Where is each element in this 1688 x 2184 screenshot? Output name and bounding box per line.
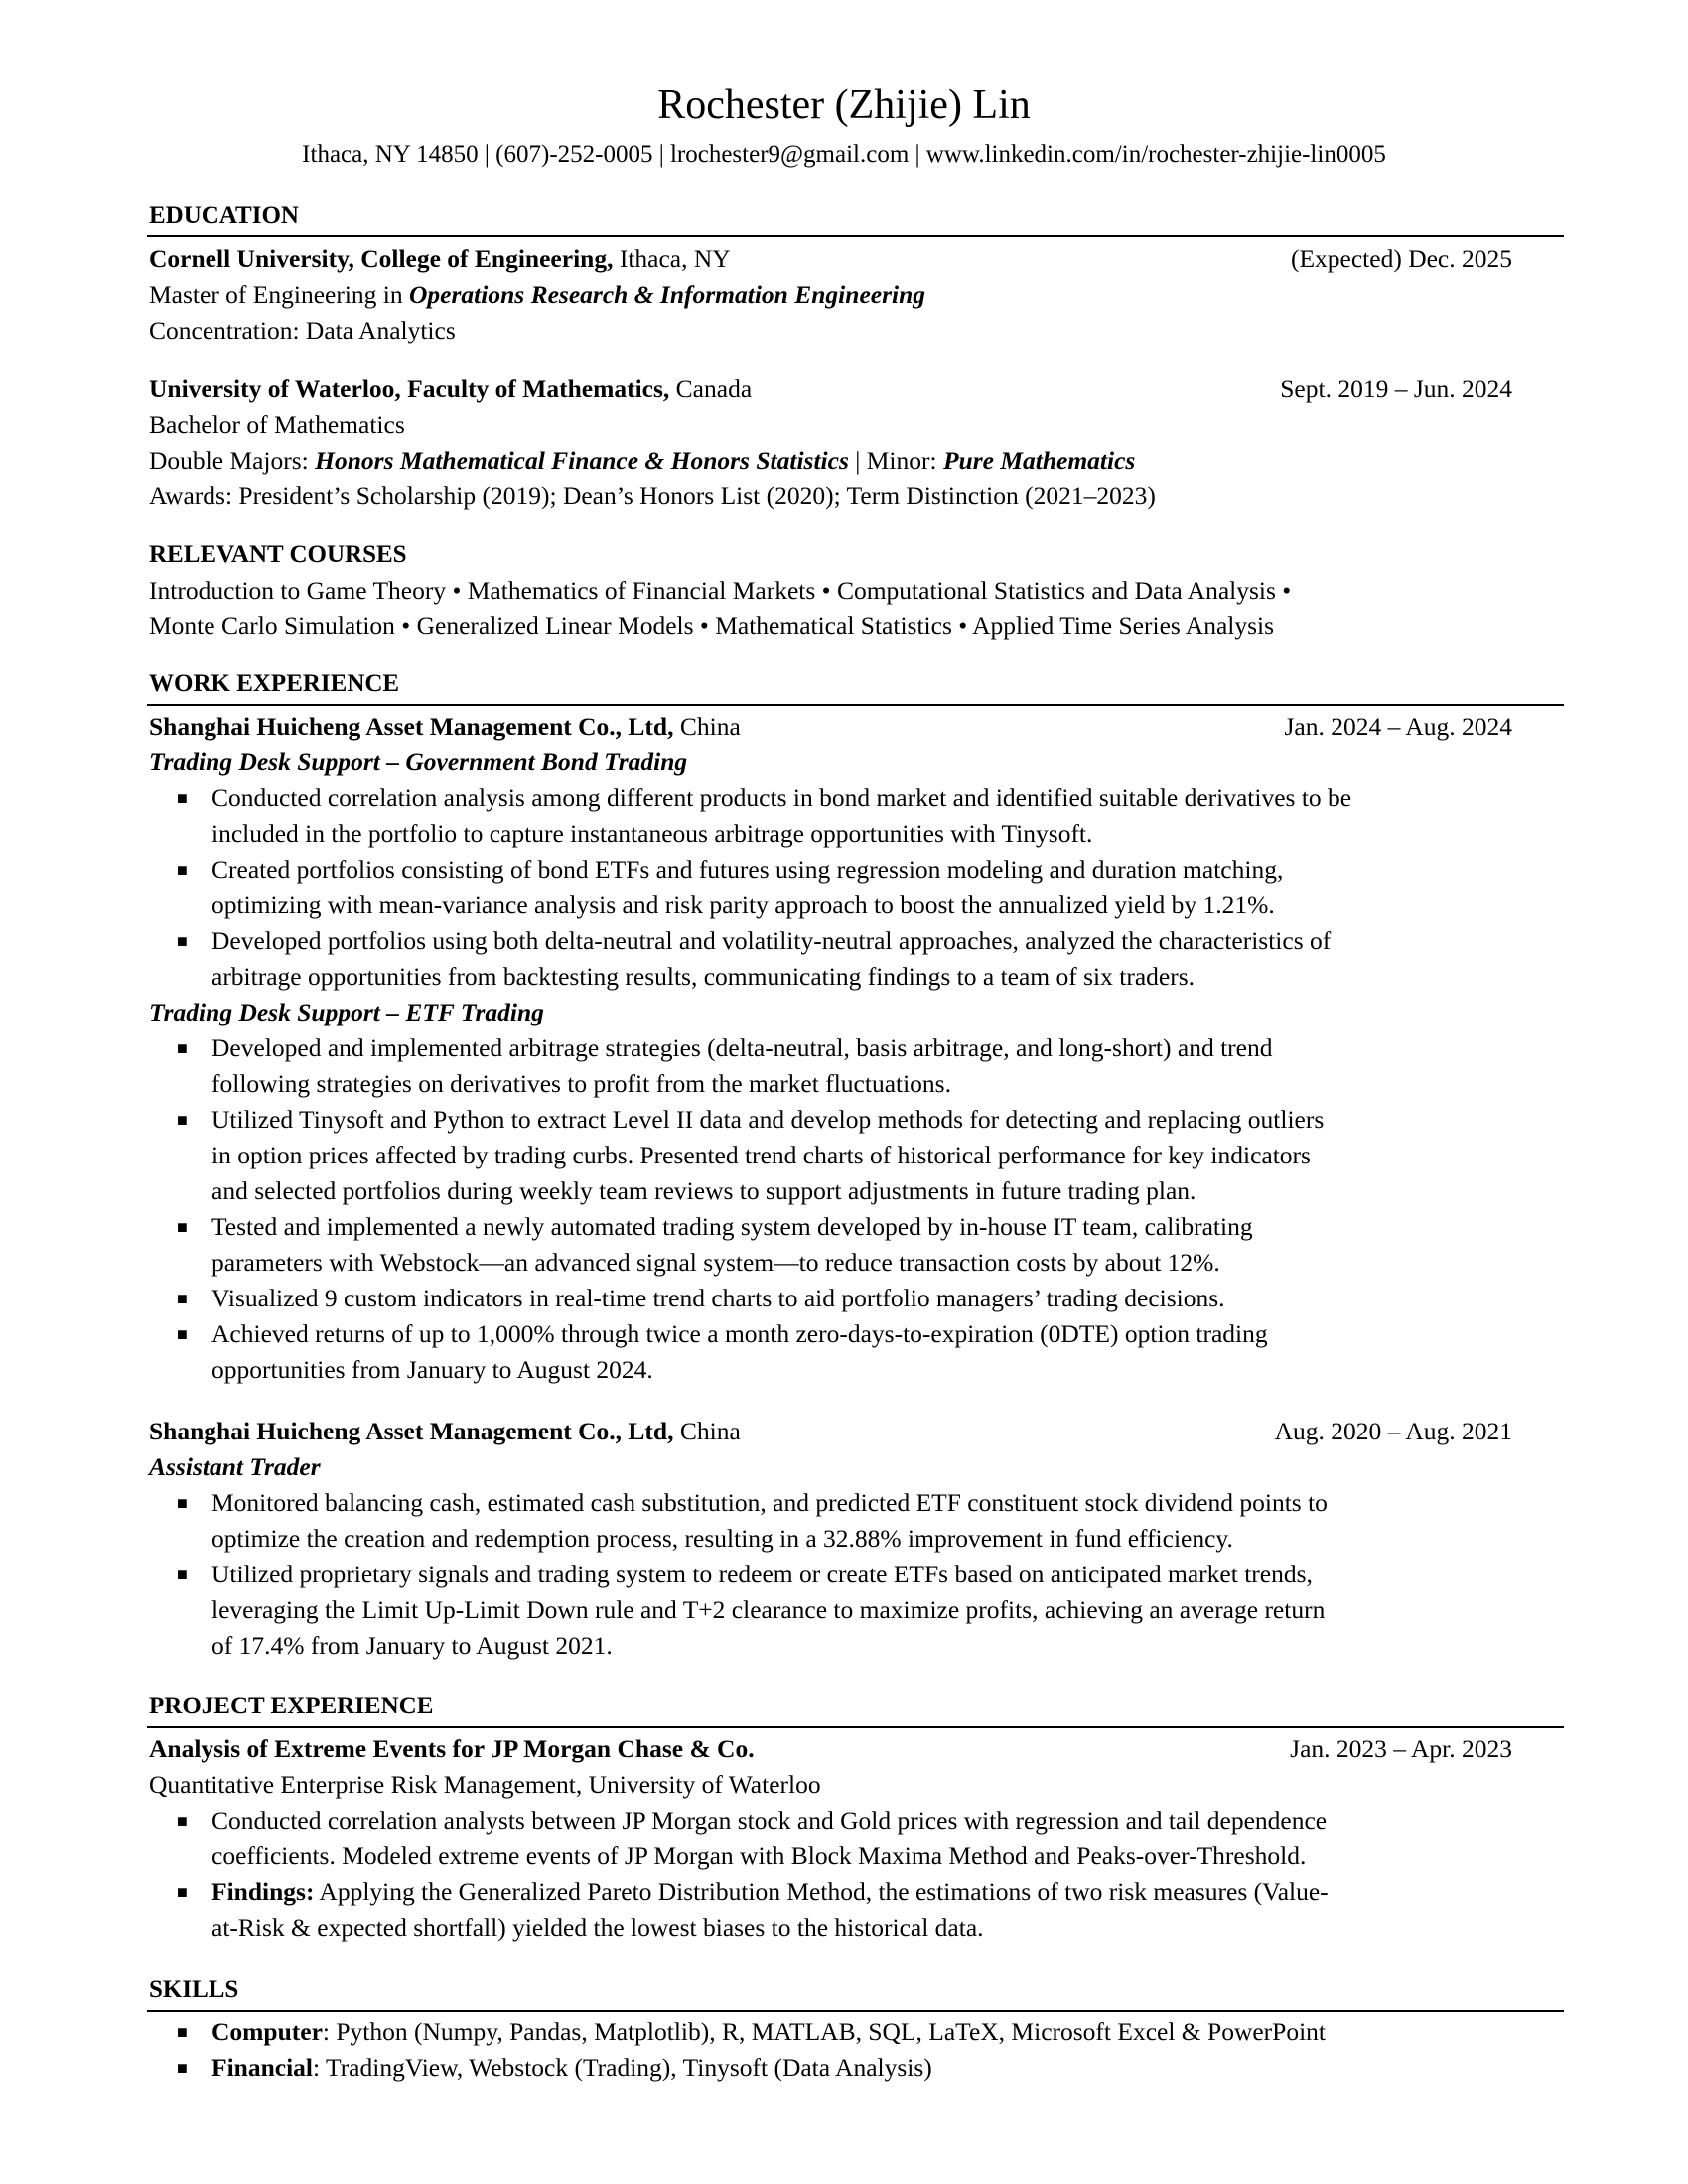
bullet-marker: ■ xyxy=(177,1289,188,1308)
cornell-location: Ithaca, NY xyxy=(613,244,731,273)
majors-value: Honors Mathematical Finance & Honors Statistics xyxy=(315,446,849,475)
waterloo-awards: Awards: President’s Scholarship (2019); Dean’s Honors List (2020); Term Distinction (2021–2023) xyxy=(149,481,1156,510)
bullet-marker: ■ xyxy=(177,2058,188,2078)
job2-bullet-1b: optimize the creation and redemption process, resulting in a 32.88% improvement in fund efficiency. xyxy=(211,1524,1233,1553)
job2-bullet-2c: of 17.4% from January to August 2021. xyxy=(211,1631,613,1660)
skills-financial-value: : TradingView, Webstock (Trading), Tinysoft (Data Analysis) xyxy=(313,2053,932,2082)
findings-label: Findings: xyxy=(211,1877,315,1906)
job1-role1-bullet-3a: Developed portfolios using both delta-neutral and volatility-neutral approaches, analyzed the characteristics of xyxy=(211,926,1332,955)
bullet-marker: ■ xyxy=(177,931,188,951)
waterloo-date: Sept. 2019 – Jun. 2024 xyxy=(1280,374,1512,403)
skills-heading: SKILLS xyxy=(149,1977,239,2003)
skills-financial xyxy=(211,2050,1572,2086)
job1-role1-bullet-1b: included in the portfolio to capture instantaneous arbitrage opportunities with Tinysoft. xyxy=(211,819,1093,848)
project-bullet-2a xyxy=(211,1874,1572,1910)
job1-role2-bullet-5b: opportunities from January to August 2024. xyxy=(211,1355,653,1384)
bullet-marker: ■ xyxy=(177,1217,188,1237)
waterloo-degree: Bachelor of Mathematics xyxy=(149,410,405,439)
work-heading: WORK EXPERIENCE xyxy=(149,670,400,697)
skills-computer-value: : Python (Numpy, Pandas, Matplotlib), R, MATLAB, SQL, LaTeX, Microsoft Excel & PowerPoint xyxy=(322,2017,1327,2046)
job2-bullet-2a: Utilized proprietary signals and trading system to redeem or create ETFs based on anticipated market trends, xyxy=(211,1560,1313,1588)
skills-rule xyxy=(147,2010,1564,2012)
skills-computer xyxy=(211,2014,1572,2050)
project-bullet-1a: Conducted correlation analysts between JP Morgan stock and Gold prices with regression and tail dependence xyxy=(211,1806,1328,1835)
bullet-marker: ■ xyxy=(177,1110,188,1130)
cornell-concentration: Concentration: Data Analytics xyxy=(149,316,456,344)
cornell-degree-field: Operations Research & Information Engineering xyxy=(409,280,926,309)
bullet-marker: ■ xyxy=(177,2022,188,2042)
job2-role: Assistant Trader xyxy=(149,1452,321,1481)
bullet-marker: ■ xyxy=(177,1882,188,1902)
job1-role2-bullet-3a: Tested and implemented a newly automated trading system developed by in-house IT team, calibrating xyxy=(211,1212,1253,1241)
projects-heading: PROJECT EXPERIENCE xyxy=(149,1693,434,1719)
work-rule xyxy=(147,704,1564,706)
minor-value: Pure Mathematics xyxy=(942,446,1136,475)
job1-role2-bullet-2b: in option prices affected by trading curbs. Presented trend charts of historical performance for key indicators xyxy=(211,1141,1311,1169)
minor-prefix: | Minor: xyxy=(848,446,943,475)
job1-role2: Trading Desk Support – ETF Trading xyxy=(149,998,544,1026)
contact-line: Ithaca, NY 14850 | (607)-252-0005 | lrochester9@gmail.com | www.linkedin.com/in/rochester-zhijie-lin0005 xyxy=(302,141,1386,168)
projects-rule xyxy=(147,1726,1564,1728)
job1-role2-bullet-5a: Achieved returns of up to 1,000% through twice a month zero-days-to-expiration (0DTE) option trading xyxy=(211,1319,1268,1348)
findings-text: Applying the Generalized Pareto Distribution Method, the estimations of two risk measures (Value- xyxy=(314,1877,1329,1906)
job2-location: China xyxy=(673,1417,741,1445)
skills-computer-label: Computer xyxy=(211,2017,323,2046)
job1-role1-bullet-2a: Created portfolios consisting of bond ETFs and futures using regression modeling and duration matching, xyxy=(211,855,1284,884)
job1-date: Jan. 2024 – Aug. 2024 xyxy=(1284,712,1512,741)
job1-role1-bullet-2b: optimizing with mean-variance analysis and risk parity approach to boost the annualized yield by 1.21%. xyxy=(211,890,1275,919)
cornell-date: (Expected) Dec. 2025 xyxy=(1290,244,1512,273)
job1-role2-bullet-1a: Developed and implemented arbitrage strategies (delta-neutral, basis arbitrage, and long-short) and trend xyxy=(211,1033,1273,1062)
job1-role2-bullet-2c: and selected portfolios during weekly team reviews to support adjustments in future trading plan. xyxy=(211,1176,1196,1205)
courses-heading: RELEVANT COURSES xyxy=(149,541,407,568)
bullet-marker: ■ xyxy=(177,788,188,808)
job2-bullet-2b: leveraging the Limit Up-Limit Down rule and T+2 clearance to maximize profits, achieving an average return xyxy=(211,1595,1326,1624)
project-date: Jan. 2023 – Apr. 2023 xyxy=(1290,1734,1512,1763)
job1-role2-bullet-1b: following strategies on derivatives to profit from the market fluctuations. xyxy=(211,1069,951,1098)
job2-bullet-1a: Monitored balancing cash, estimated cash substitution, and predicted ETF constituent stock dividend points to xyxy=(211,1488,1328,1517)
job1-company: Shanghai Huicheng Asset Management Co., Ltd, xyxy=(149,712,674,741)
project-bullet-2b: at-Risk & expected shortfall) yielded the lowest biases to the historical data. xyxy=(211,1913,984,1942)
project-subtitle: Quantitative Enterprise Risk Management, University of Waterloo xyxy=(149,1770,821,1799)
bullet-marker: ■ xyxy=(177,1565,188,1584)
resume-name: Rochester (Zhijie) Lin xyxy=(657,82,1031,128)
majors-prefix: Double Majors: xyxy=(149,446,316,475)
job1-role1-bullet-3b: arbitrage opportunities from backtesting results, communicating findings to a team of six traders. xyxy=(211,962,1196,991)
bullet-marker: ■ xyxy=(177,1493,188,1513)
bullet-marker: ■ xyxy=(177,860,188,880)
job2-date: Aug. 2020 – Aug. 2021 xyxy=(1274,1417,1512,1445)
cornell-degree-prefix: Master of Engineering in xyxy=(149,280,410,309)
waterloo-location: Canada xyxy=(669,374,753,403)
waterloo-school: University of Waterloo, Faculty of Mathematics, xyxy=(149,374,670,403)
skills-financial-label: Financial xyxy=(211,2053,314,2082)
job1-role2-bullet-4a: Visualized 9 custom indicators in real-time trend charts to aid portfolio managers’ trading decisions. xyxy=(211,1284,1225,1312)
cornell-school: Cornell University, College of Engineering, xyxy=(149,244,614,273)
courses-line-1: Introduction to Game Theory • Mathematics of Financial Markets • Computational Statistics and Data Analysis • xyxy=(149,576,1292,605)
education-rule xyxy=(147,235,1564,237)
bullet-marker: ■ xyxy=(177,1811,188,1831)
education-heading: EDUCATION xyxy=(149,203,299,229)
cornell-degree xyxy=(149,277,1559,313)
job1-role2-bullet-2a: Utilized Tinysoft and Python to extract Level II data and develop methods for detecting and replacing outliers xyxy=(211,1105,1325,1134)
job1-role1-bullet-1a: Conducted correlation analysis among different products in bond market and identified suitable derivatives to be xyxy=(211,783,1352,812)
job2-company: Shanghai Huicheng Asset Management Co., Ltd, xyxy=(149,1417,674,1445)
job1-location: China xyxy=(673,712,741,741)
waterloo-majors xyxy=(149,443,1559,478)
job1-role2-bullet-3b: parameters with Webstock—an advanced signal system—to reduce transaction costs by about 12%. xyxy=(211,1248,1220,1277)
job1-role1: Trading Desk Support – Government Bond Trading xyxy=(149,748,688,776)
bullet-marker: ■ xyxy=(177,1324,188,1344)
bullet-marker: ■ xyxy=(177,1038,188,1058)
project-bullet-1b: coefficients. Modeled extreme events of JP Morgan with Block Maxima Method and Peaks-over-Threshold. xyxy=(211,1842,1307,1870)
project-title: Analysis of Extreme Events for JP Morgan Chase & Co. xyxy=(149,1734,755,1763)
courses-line-2: Monte Carlo Simulation • Generalized Linear Models • Mathematical Statistics • Applied Time Series Analysis xyxy=(149,612,1275,640)
